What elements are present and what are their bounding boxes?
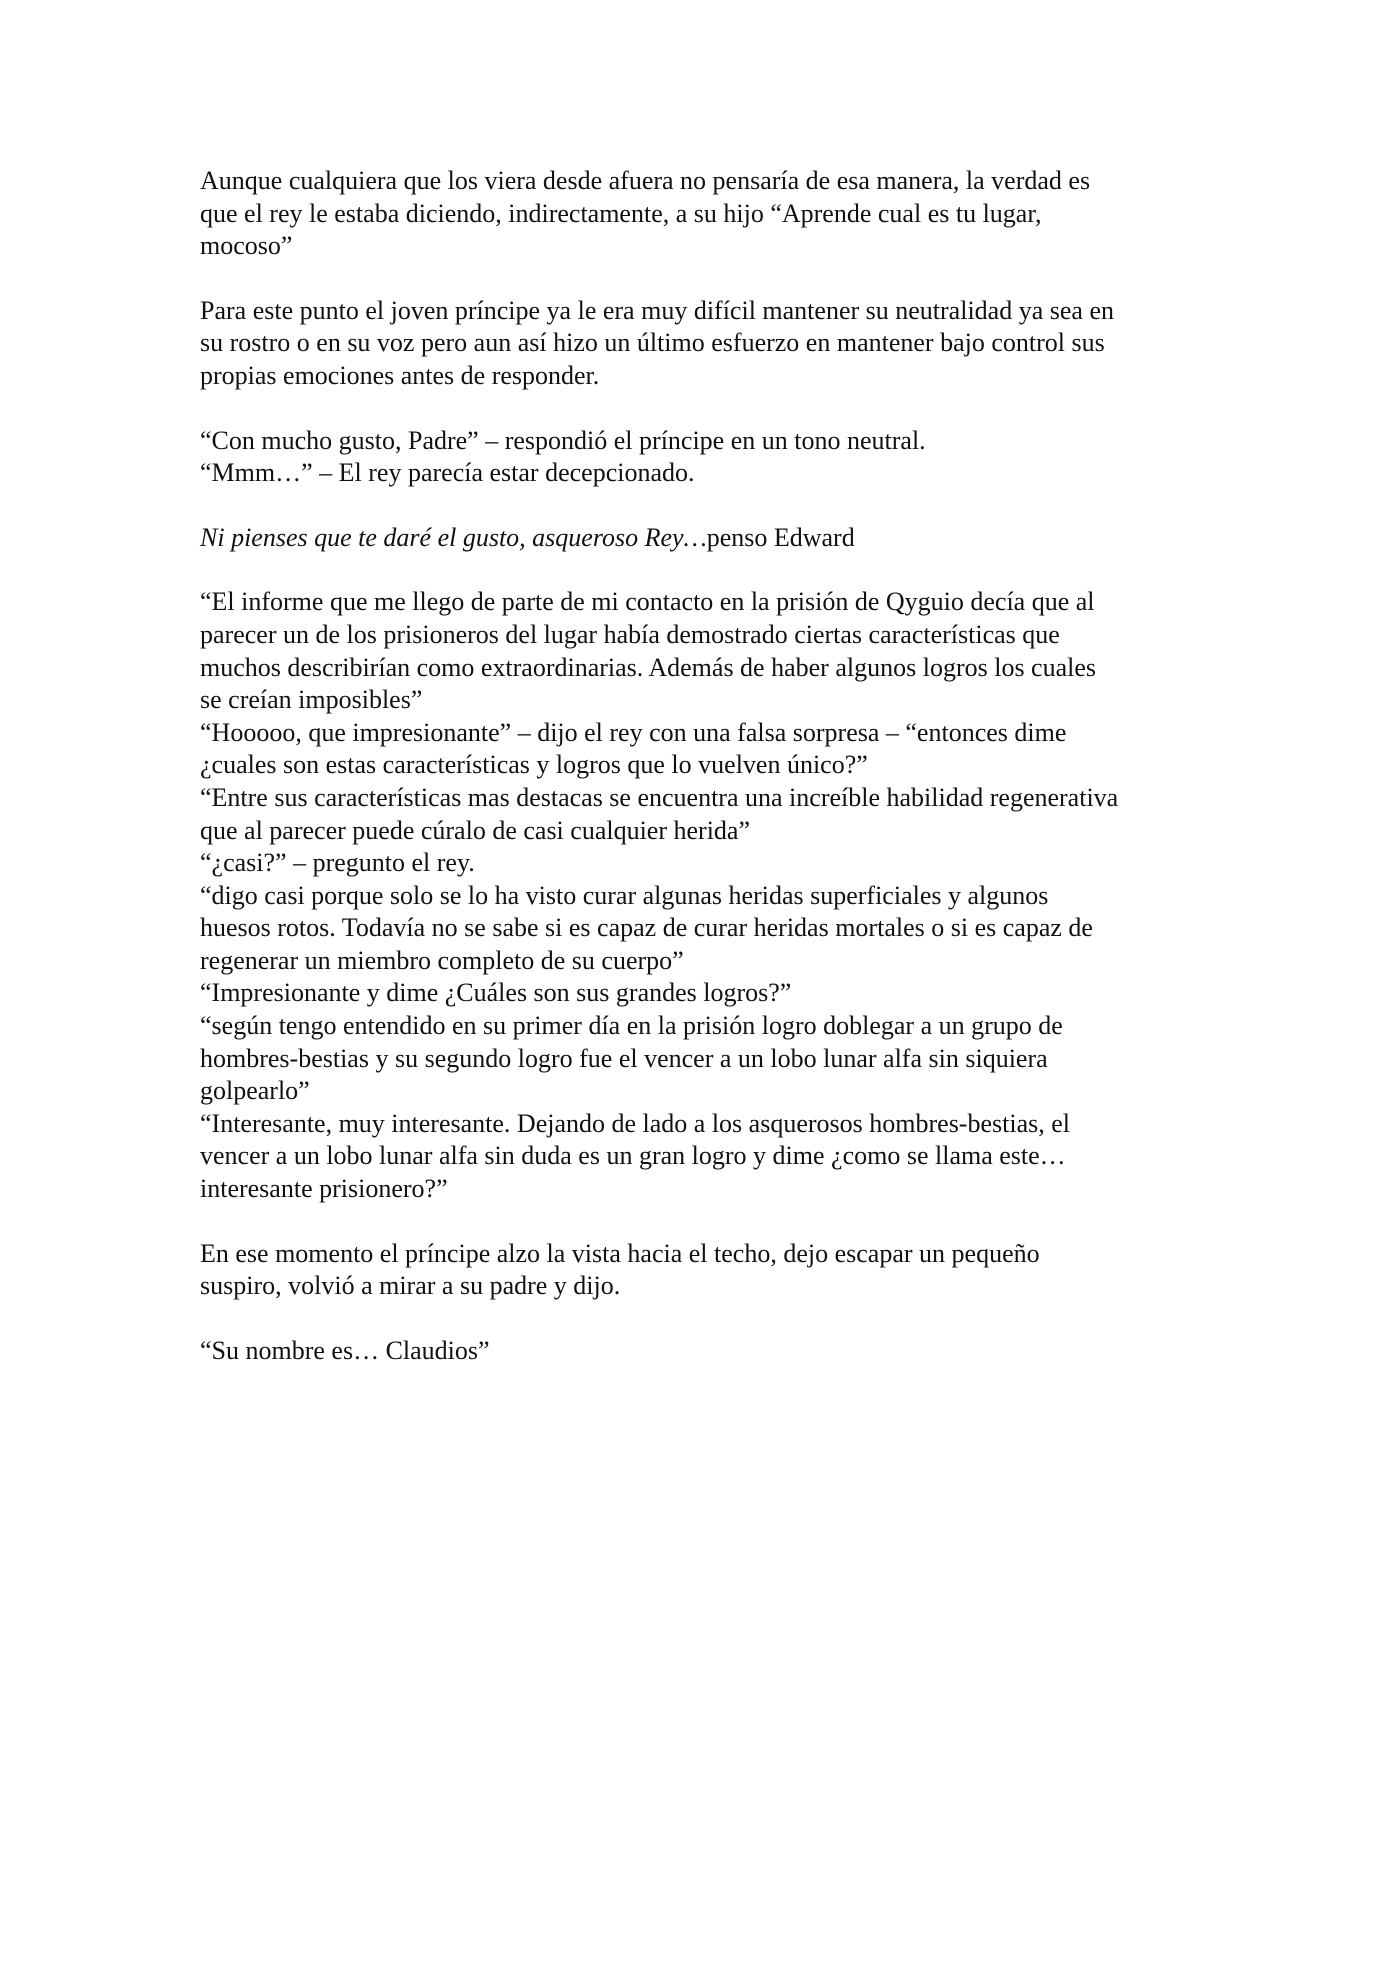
text-line: Para este punto el joven príncipe ya le era muy difícil mantener su neutralidad ya sea en [200,295,1114,325]
text-line: “Su nombre es… Claudios” [200,1335,490,1365]
text-line: “Impresionante y dime ¿Cuáles son sus grandes logros?” [200,978,792,1008]
text-line: “según tengo entendido en su primer día en la prisión logro doblegar a un grupo de [200,1011,1063,1041]
text-line: vencer a un lobo lunar alfa sin duda es un gran logro y dime ¿como se llama este… [200,1141,1066,1171]
text-line: “Mmm…” – El rey parecía estar decepcionado. [200,458,695,488]
text-line: “Interesante, muy interesante. Dejando de lado a los asquerosos hombres-bestias, el [200,1108,1070,1138]
text-line: “¿casi?” – pregunto el rey. [200,848,475,878]
text-line: “Con mucho gusto, Padre” – respondió el príncipe en un tono neutral. [200,425,926,455]
dialogue-paragraph [200,586,1210,1205]
thought-paragraph [200,522,1210,555]
text-line: su rostro o en su voz pero aun así hizo un último esfuerzo en mantener bajo control sus [200,328,1105,358]
text-line: huesos rotos. Todavía no se sabe si es capaz de curar heridas mortales o si es capaz de [200,913,1093,943]
text-line: Aunque cualquiera que los viera desde afuera no pensaría de esa manera, la verdad es [200,166,1091,195]
paragraph [200,295,1210,393]
text-line: propias emociones antes de responder. [200,360,600,390]
text-line: “digo casi porque solo se lo ha visto curar algunas heridas superficiales y algunos [200,880,1049,910]
text-line: que el rey le estaba diciendo, indirectamente, a su hijo “Aprende cual es tu lugar, [200,198,1042,228]
text-line: parecer un de los prisioneros del lugar había demostrado ciertas características que [200,619,1060,649]
text-line: hombres-bestias y su segundo logro fue el vencer a un lobo lunar alfa sin siquiera [200,1043,1048,1073]
text-line: regenerar un miembro completo de su cuerpo” [200,945,684,975]
text-line: golpearlo” [200,1076,310,1106]
text-line: suspiro, volvió a mirar a su padre y dijo. [200,1271,621,1301]
thought-attribution: penso Edward [706,522,855,552]
text-line: que al parecer puede cúralo de casi cualquier herida” [200,815,751,845]
text-line: En ese momento el príncipe alzo la vista hacia el techo, dejo escapar un pequeño [200,1238,1040,1268]
text-line: ¿cuales son estas características y logros que lo vuelven único?” [200,750,868,780]
text-line: mocoso” [200,231,293,261]
dialogue-paragraph [200,425,1210,490]
text-line: “Hooooo, que impresionante” – dijo el rey con una falsa sorpresa – “entonces dime [200,717,1067,747]
text-line [200,522,1210,555]
text-line: interesante prisionero?” [200,1174,448,1204]
text-line: se creían imposibles” [200,685,423,715]
paragraph [200,165,1210,263]
dialogue-paragraph [200,1335,1210,1368]
text-line: “Entre sus características mas destacas se encuentra una increíble habilidad regenerativa [200,782,1119,812]
text-line: “El informe que me llego de parte de mi contacto en la prisión de Qyguio decía que al [200,587,1095,617]
text-line: muchos describirían como extraordinarias. Además de haber algunos logros los cuales [200,652,1097,682]
italic-thought: Ni pienses que te daré el gusto, asqueroso Rey… [200,522,707,552]
paragraph [200,1238,1210,1303]
document-page [200,165,1210,1399]
